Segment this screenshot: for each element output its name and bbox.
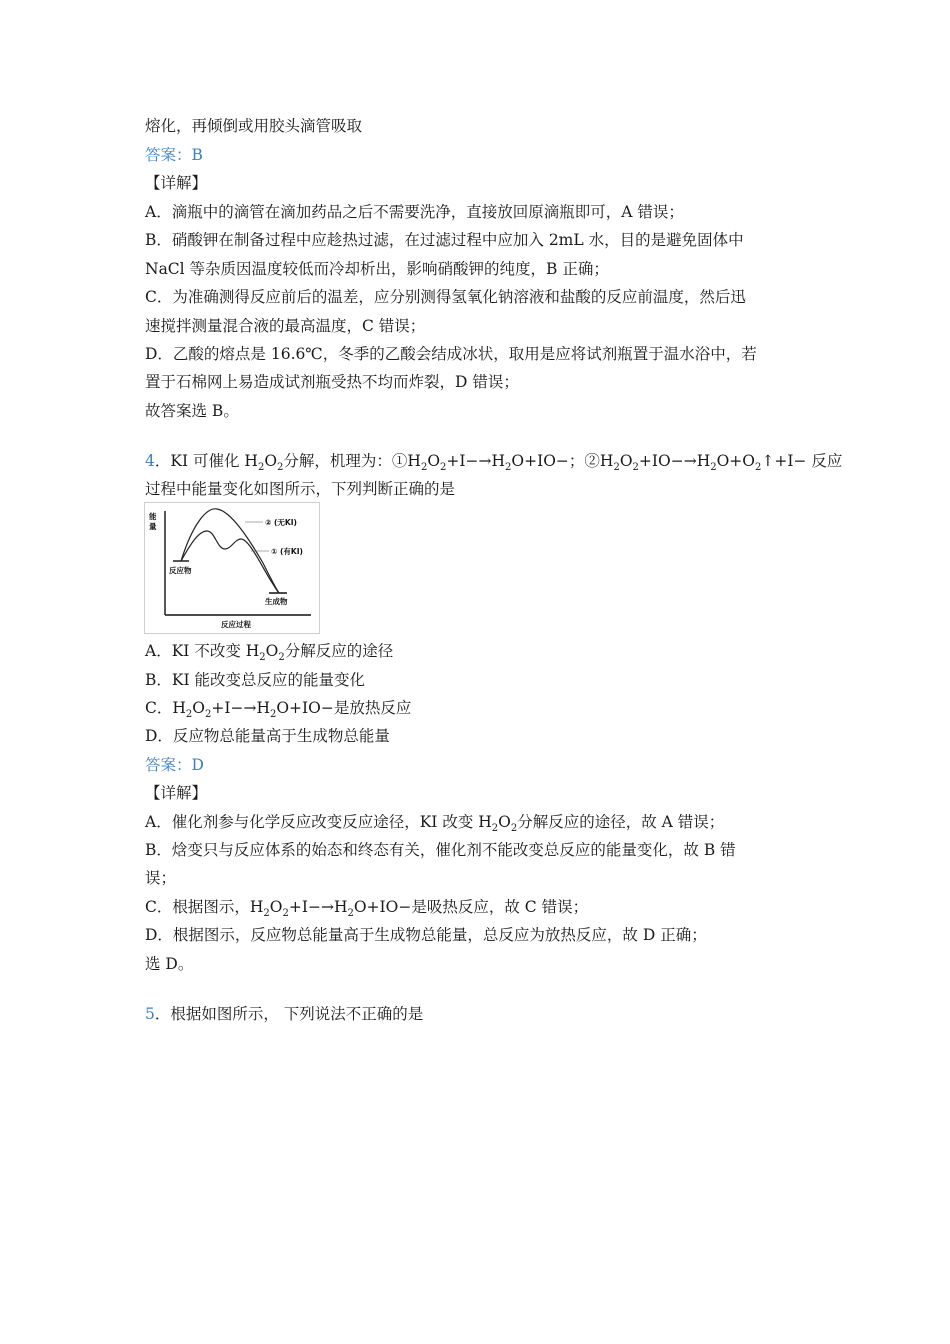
answer-line: 答案：D [145,756,204,774]
explanation-part: 分解反应的途径，故 A 错误； [517,813,725,831]
explanation-part: C．根据图示，H [145,898,264,916]
explanation-a: A．滴瓶中的滴管在滴加药品之后不需要洗净，直接放回原滴瓶即可，A 错误； [145,203,684,221]
question-4-stem-line2: 过程中能量变化如图所示，下列判断正确的是 [145,480,456,498]
explanation-c [145,897,588,917]
conclusion-line: 选 D。 [145,955,194,973]
subscript: 2 [269,709,277,720]
subscript: 2 [491,823,499,834]
detail-heading: 【详解】 [145,174,208,192]
subscript: 2 [257,462,265,473]
option-a [145,641,393,661]
option-a-part: 分解反应的途径 [284,642,394,660]
stem-part: ．根据如图所示， 下列说法不正确的是 [154,1005,424,1023]
explanation-b-line1: B．硝酸钾在制备过程中应趁热过滤，在过滤过程中应加入 2mL 水，目的是避免固体中 [145,231,744,249]
curve-with-ki [181,531,279,593]
question-number: 4 [145,452,155,470]
option-c-part: O [192,699,205,717]
x-axis-label: 反应过程 [221,620,251,629]
subscript: 2 [632,462,639,473]
stem-part: O+IO−；②H [511,452,614,470]
stem-part: O [264,452,278,470]
text-line: 熔化，再倾倒或用胶头滴管吸取 [145,117,363,135]
explanation-d-line2: 置于石棉网上易造成试剂瓶受热不均而炸裂，D 错误； [145,373,519,391]
y-axis-label-1: 能 [149,512,157,521]
subscript: 2 [277,462,284,473]
explanation-d-line1: D．乙酸的熔点是 16.6℃，冬季的乙酸会结成冰状，取用是应将试剂瓶置于温水浴中，若 [145,345,757,363]
subscript: 2 [259,652,266,663]
answer-line: 答案：B [145,146,203,164]
curve-1-label: ① (有KI) [271,547,303,556]
subscript: 2 [420,462,428,473]
explanation-b-line2: NaCl 等杂质因温度较低而冷却析出，影响硝酸钾的纯度，B 正确； [145,260,609,278]
explanation-c-line2: 速搅拌测量混合液的最高温度，C 错误； [145,317,426,335]
explanation-b-line1: B．焓变只与反应体系的始态和终态有关，催化剂不能改变总反应的能量变化，故 B 错 [145,841,736,859]
explanation-part: O [269,898,283,916]
explanation-c-line1: C．为准确测得反应前后的温差，应分别测得氢氧化钠溶液和盐酸的反应前温度，然后迅 [145,288,746,306]
option-a-part: A．KI 不改变 H [145,642,260,660]
subscript: 2 [204,709,212,720]
subscript: 2 [710,462,717,473]
explanation-part: +I−→H [288,898,348,916]
explanation-part: O+IO−是吸热反应，故 C 错误； [353,898,589,916]
subscript: 2 [440,462,447,473]
subscript: 2 [282,908,289,919]
stem-part: O+O [716,452,755,470]
subscript: 2 [755,462,762,473]
stem-part: O [427,452,441,470]
option-b: B．KI 能改变总反应的能量变化 [145,671,366,689]
subscript: 2 [278,652,285,663]
subscript: 2 [510,823,518,834]
curve-2-label: ② (无KI) [265,518,297,527]
stem-part: +I−→H [446,452,506,470]
option-c-part: C．H [145,699,186,717]
stem-part: 分解，机理为：①H [283,452,421,470]
y-axis-label-2: 量 [149,522,157,531]
explanation-part: O [498,813,511,831]
conclusion-line: 故答案选 B。 [145,402,239,420]
explanation-d: D．根据图示，反应物总能量高于生成物总能量，总反应为放热反应，故 D 正确； [145,926,707,944]
detail-heading: 【详解】 [145,784,208,802]
subscript: 2 [613,462,620,473]
option-c-part: +I−→H [211,699,270,717]
stem-part: O [619,452,633,470]
explanation-b-line2: 误； [145,869,177,887]
subscript: 2 [185,709,193,720]
energy-diagram-figure [144,502,320,634]
stem-part: +IO−→H [638,452,711,470]
stem-part: ↑+I− 反应 [761,452,843,470]
energy-diagram [145,503,319,633]
product-label: 生成物 [265,597,288,606]
explanation-a [145,812,724,832]
subscript: 2 [263,908,270,919]
option-a-part: O [265,642,279,660]
question-5-stem [145,1004,423,1024]
subscript: 2 [505,462,512,473]
subscript: 2 [347,908,354,919]
stem-part: ．KI 可催化 H [154,452,258,470]
question-4-stem [145,451,842,471]
option-d: D．反应物总能量高于生成物总能量 [145,727,390,745]
option-c [145,698,411,718]
reactant-label: 反应物 [169,566,192,575]
explanation-part: A．催化剂参与化学反应改变反应途径，KI 改变 H [145,813,492,831]
question-number: 5 [145,1005,155,1023]
option-c-part: O+IO−是放热反应 [276,699,412,717]
